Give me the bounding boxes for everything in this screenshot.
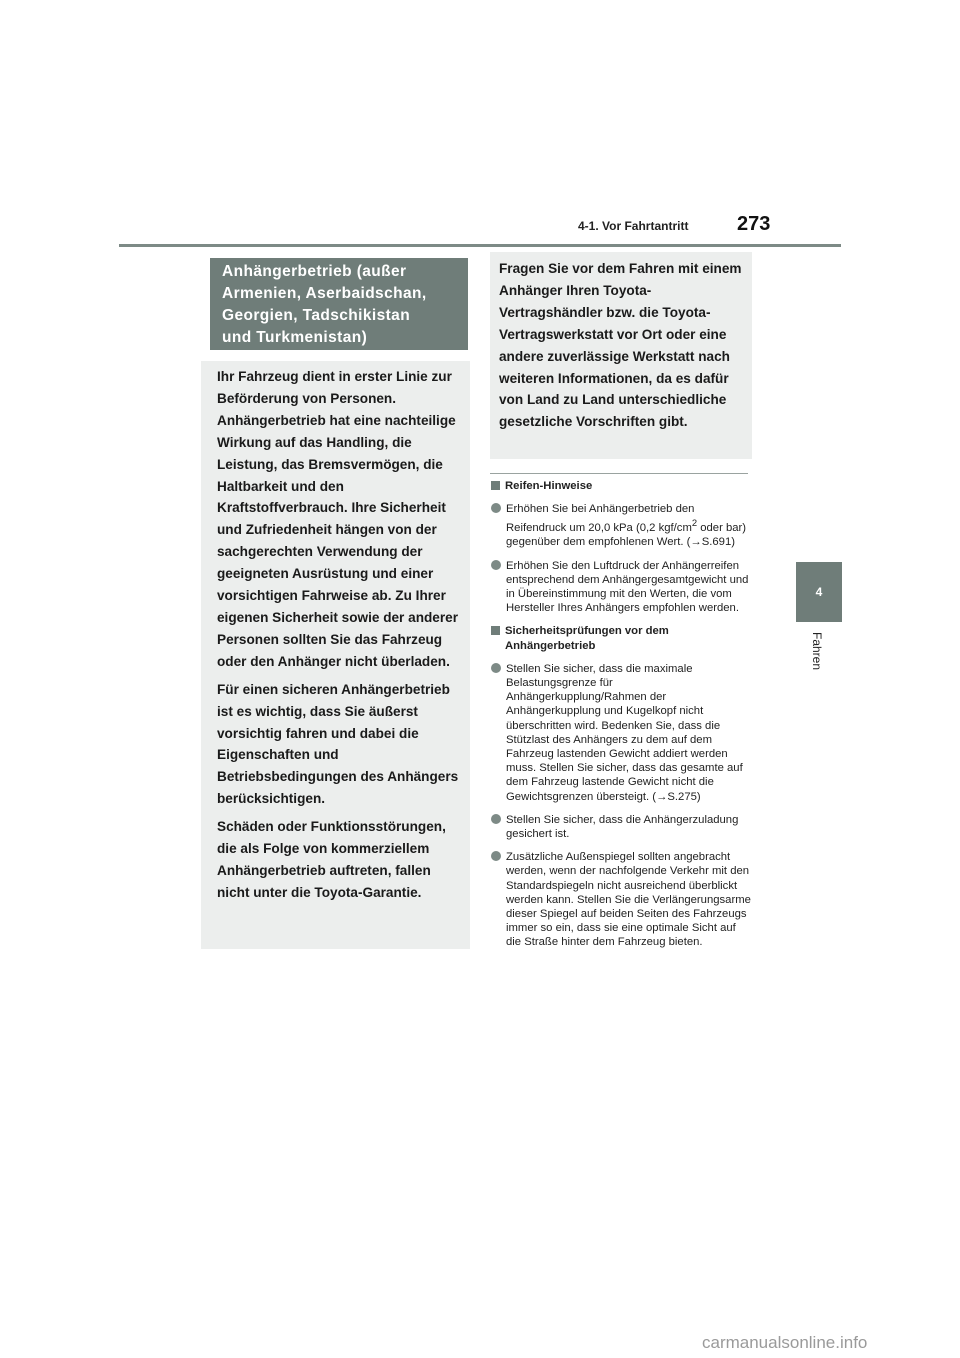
- list-item: [491, 662, 753, 804]
- safety-checks-heading: [491, 624, 753, 652]
- note-text: Stellen Sie sicher, dass die maximale Belastungsgrenze für Anhängerkupplung/Rahmen der Anhängerkupplung und Kugelkopf nicht überschritten wird. Bedenken Sie, dass die Stützlast des Anhängers zu dem auf dem Fahrzeug lastenden Gewicht addiert werden muss. Stellen Sie sicher, dass das gesamte auf dem Fahrzeug lastende Gewicht nicht die Gewichtsgrenzen übersteigt. (: [506, 662, 743, 803]
- watermark: carmanualsonline.info: [702, 1333, 868, 1352]
- warning-paragraph: Ihr Fahrzeug dient in erster Linie zur Beförderung von Personen. Anhängerbetrieb hat eine nachteilige Wirkung auf das Handling, die Leistung, das Bremsvermögen, die Haltbarkeit und den Kraftstoffverbrauch. Ihre Sicherheit und Zufriedenheit hängen von der sachgerechten Verwendung der geeigneten Ausrüstung und einer vorsichtigen Fahrweise ab. Zu Ihrer eigenen Sicherheit sowie der anderer Personen sollten Sie das Fahrzeug oder den Anhänger nicht überladen.: [217, 369, 458, 669]
- round-bullet-icon: [491, 663, 501, 673]
- note-text: Erhöhen Sie den Luftdruck der Anhängerreifen entsprechend dem Anhängergesamtgewicht und in Übereinstimmung mit den Werten, die vom Hersteller Ihres Anhängers empfohlen werden.: [506, 559, 749, 615]
- chapter-tab: [796, 562, 842, 622]
- square-bullet-icon: [491, 626, 500, 635]
- tyre-notes-heading: [491, 479, 753, 493]
- arrow-icon: →: [690, 536, 702, 549]
- note-text: Stellen Sie sicher, dass die Anhängerzuladung gesichert ist.: [506, 813, 739, 841]
- round-bullet-icon: [491, 851, 501, 861]
- heading-text: Sicherheitsprüfungen vor dem Anhängerbetrieb: [505, 625, 669, 652]
- list-item: [491, 502, 753, 549]
- superscript: 2: [691, 517, 698, 529]
- section-title-line: Armenien, Aserbaidschan,: [222, 285, 427, 302]
- column-divider: [490, 473, 748, 474]
- warning-box: [201, 361, 470, 949]
- heading-text: Reifen-Hinweise: [505, 480, 593, 492]
- page-reference-link[interactable]: S.691): [701, 536, 736, 549]
- section-title-line: und Turkmenistan): [222, 329, 368, 346]
- section-header: 4-1. Vor Fahrtantritt: [578, 219, 689, 233]
- warning-paragraph: Für einen sicheren Anhängerbetrieb ist es wichtig, dass Sie äußerst vorsichtig fahren und dabei die Eigenschaften und Betriebsbedingungen des Anhängers berücksichtigen.: [217, 681, 459, 807]
- section-title-line: Georgien, Tadschikistan: [222, 307, 411, 324]
- note-text: Erhöhen Sie bei Anhängerbetrieb den Reifendruck um 20,0 kPa (0,2 kgf/cm: [506, 503, 695, 535]
- arrow-icon: →: [656, 790, 668, 803]
- advice-text: Fragen Sie vor dem Fahren mit einem Anhänger Ihren Toyota-Vertragshändler bzw. die Toyota-Vertragswerkstatt vor Ort oder eine andere zuverlässige Werkstatt nach weiteren Informationen, da es dafür von Land zu Land unterschiedliche gesetzliche Vorschriften gibt.: [499, 261, 742, 430]
- section-title-line: Anhängerbetrieb (außer: [222, 263, 407, 280]
- section-title: [210, 258, 468, 350]
- round-bullet-icon: [491, 503, 501, 513]
- note-text: oder bar) gegenüber dem empfohlenen Wert. (: [506, 522, 747, 549]
- list-item: [491, 813, 753, 841]
- chapter-number: 4: [815, 585, 823, 599]
- list-item: [491, 559, 753, 616]
- advice-box: [490, 252, 752, 459]
- warning-paragraph: Schäden oder Funktionsstörungen, die als Folge von kommerziellem Anhängerbetrieb auftreten, fallen nicht unter die Toyota-Garantie.: [217, 819, 446, 900]
- page-number: 273: [737, 213, 771, 235]
- chapter-label: Fahren: [810, 632, 824, 671]
- round-bullet-icon: [491, 814, 501, 824]
- note-text: Zusätzliche Außenspiegel sollten angebracht werden, wenn der nachfolgende Verkehr mit den Standardspiegeln nicht ausreichend überblickt werden kann. Stellen Sie die Verlängerungsarme dieser Spiegel auf beiden Seiten des Fahrzeugs immer so ein, dass sie eine optimale Sicht auf die Straße hinter dem Fahrzeug bieten.: [506, 851, 751, 949]
- square-bullet-icon: [491, 481, 500, 490]
- round-bullet-icon: [491, 560, 501, 570]
- notes-section: [491, 479, 753, 959]
- page-reference-link[interactable]: S.275): [667, 790, 701, 803]
- list-item: [491, 850, 753, 949]
- header-divider: [119, 244, 841, 247]
